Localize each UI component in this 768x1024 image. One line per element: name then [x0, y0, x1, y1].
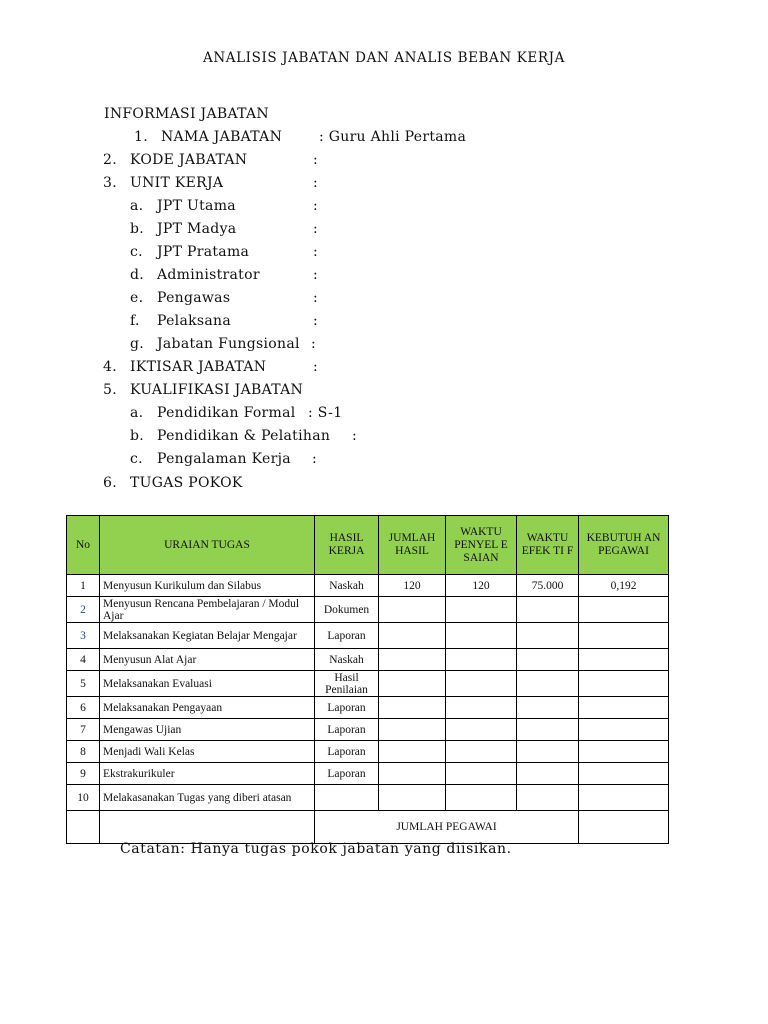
table-row — [67, 741, 669, 763]
row-number: 4 — [67, 649, 100, 671]
result-count — [379, 597, 446, 623]
result-count — [379, 785, 446, 811]
item-value: : — [312, 451, 318, 467]
document-title: ANALISIS JABATAN DAN ANALIS BEBAN KERJA — [203, 50, 565, 66]
item-value: : — [311, 336, 317, 352]
item-value: : — [313, 267, 319, 283]
table-row — [67, 697, 669, 719]
row-number: 8 — [67, 741, 100, 763]
work-result: Laporan — [315, 763, 379, 785]
staff-need — [579, 671, 669, 697]
staff-need — [579, 763, 669, 785]
task-description: Melakasanakan Tugas yang diberi atasan — [100, 785, 315, 811]
result-count — [379, 649, 446, 671]
info-subitem — [0, 267, 768, 287]
item-label: Pendidikan Formal — [157, 405, 296, 421]
result-count — [379, 623, 446, 649]
item-value: : — [313, 290, 319, 306]
item-value: : — [313, 152, 319, 168]
table-row — [67, 671, 669, 697]
effective-time — [517, 785, 579, 811]
staff-need: 0,192 — [579, 575, 669, 597]
result-count — [379, 671, 446, 697]
completion-time — [446, 697, 517, 719]
task-description: Menyusun Rencana Pembelajaran / Modul Ajar — [100, 597, 315, 623]
completion-time — [446, 785, 517, 811]
effective-time — [517, 623, 579, 649]
row-number: 6 — [67, 697, 100, 719]
item-label: JPT Utama — [157, 198, 236, 214]
staff-need — [579, 649, 669, 671]
item-letter: e. — [130, 290, 144, 306]
info-item — [0, 359, 768, 379]
header-uraian-tugas: URAIAN TUGAS — [100, 516, 315, 575]
task-description: Melaksanakan Kegiatan Belajar Mengajar — [100, 623, 315, 649]
item-label: JPT Pratama — [157, 244, 250, 260]
staff-need — [579, 623, 669, 649]
row-number: 5 — [67, 671, 100, 697]
table-total-row — [67, 811, 669, 844]
table-row — [67, 623, 669, 649]
work-result: Laporan — [315, 697, 379, 719]
table-row — [67, 763, 669, 785]
work-result: Hasil Penilaian — [315, 671, 379, 697]
item-value: : — [352, 428, 358, 444]
effective-time — [517, 763, 579, 785]
table-row — [67, 575, 669, 597]
result-count — [379, 697, 446, 719]
item-number: 1. — [134, 129, 148, 145]
item-number: 6. — [103, 475, 117, 491]
item-value: : — [313, 221, 319, 237]
table-row — [67, 719, 669, 741]
item-label: JPT Madya — [157, 221, 237, 237]
row-number: 2 — [67, 597, 100, 623]
item-letter: g. — [130, 336, 145, 352]
total-label: JUMLAH PEGAWAI — [315, 811, 579, 844]
info-subitem — [0, 290, 768, 310]
staff-need — [579, 597, 669, 623]
staff-need — [579, 785, 669, 811]
work-result: Laporan — [315, 623, 379, 649]
completion-time — [446, 597, 517, 623]
task-description: Menyusun Kurikulum dan Silabus — [100, 575, 315, 597]
info-item — [0, 129, 768, 149]
total-value — [579, 811, 669, 844]
completion-time — [446, 623, 517, 649]
empty-cell — [67, 811, 100, 844]
item-label: Pendidikan & Pelatihan — [157, 428, 331, 444]
work-result — [315, 785, 379, 811]
work-result: Laporan — [315, 719, 379, 741]
item-value: : S-1 — [308, 405, 343, 421]
completion-time — [446, 741, 517, 763]
info-item — [0, 152, 768, 172]
info-item — [0, 175, 768, 195]
result-count — [379, 741, 446, 763]
item-number: 5. — [103, 382, 117, 398]
header-waktu-efektif: WAKTU EFEK TI F — [517, 516, 579, 575]
header-no: No — [67, 516, 100, 575]
info-subitem — [0, 313, 768, 333]
item-letter: f. — [130, 313, 140, 329]
item-letter: a. — [130, 198, 144, 214]
item-letter: b. — [130, 221, 145, 237]
completion-time — [446, 719, 517, 741]
info-subitem — [0, 336, 768, 356]
result-count — [379, 719, 446, 741]
completion-time — [446, 763, 517, 785]
effective-time — [517, 649, 579, 671]
row-number: 3 — [67, 623, 100, 649]
work-result: Laporan — [315, 741, 379, 763]
item-letter: c. — [130, 244, 143, 260]
effective-time: 75.000 — [517, 575, 579, 597]
item-label: Administrator — [157, 267, 260, 283]
table-header-row — [67, 516, 669, 575]
item-value: : — [313, 244, 319, 260]
row-number: 7 — [67, 719, 100, 741]
task-description: Melaksanakan Evaluasi — [100, 671, 315, 697]
info-subitem — [0, 405, 768, 425]
item-letter: d. — [130, 267, 145, 283]
effective-time — [517, 719, 579, 741]
task-description: Melaksanakan Pengayaan — [100, 697, 315, 719]
info-subitem — [0, 244, 768, 264]
item-label: KODE JABATAN — [130, 152, 248, 168]
info-item — [0, 475, 768, 495]
row-number: 1 — [67, 575, 100, 597]
task-description: Ekstrakurikuler — [100, 763, 315, 785]
item-letter: b. — [130, 428, 145, 444]
item-label: KUALIFIKASI JABATAN — [130, 382, 304, 398]
table-row — [67, 785, 669, 811]
info-subitem — [0, 451, 768, 471]
section-heading: INFORMASI JABATAN — [104, 106, 269, 122]
work-result: Naskah — [315, 575, 379, 597]
item-label: NAMA JABATAN — [161, 129, 283, 145]
item-value: : — [313, 175, 319, 191]
effective-time — [517, 697, 579, 719]
effective-time — [517, 597, 579, 623]
item-label: Jabatan Fungsional — [157, 336, 300, 352]
item-number: 2. — [103, 152, 117, 168]
staff-need — [579, 741, 669, 763]
item-value: : — [313, 313, 319, 329]
empty-cell — [100, 811, 315, 844]
task-description: Mengawas Ujian — [100, 719, 315, 741]
item-label: Pengawas — [157, 290, 231, 306]
task-description: Menyusun Alat Ajar — [100, 649, 315, 671]
effective-time — [517, 671, 579, 697]
task-description: Menjadi Wali Kelas — [100, 741, 315, 763]
item-number: 4. — [103, 359, 117, 375]
header-jumlah-hasil: JUMLAH HASIL — [379, 516, 446, 575]
item-letter: a. — [130, 405, 144, 421]
header-waktu-penyelesaian: WAKTU PENYEL E SAIAN — [446, 516, 517, 575]
info-subitem — [0, 428, 768, 448]
completion-time — [446, 671, 517, 697]
item-label: UNIT KERJA — [130, 175, 224, 191]
footnote: Catatan: Hanya tugas pokok jabatan yang diisikan. — [120, 841, 512, 857]
item-number: 3. — [103, 175, 117, 191]
result-count: 120 — [379, 575, 446, 597]
work-result: Naskah — [315, 649, 379, 671]
item-value: : — [313, 359, 319, 375]
staff-need — [579, 697, 669, 719]
task-table — [66, 515, 669, 844]
item-label: Pengalaman Kerja — [157, 451, 291, 467]
item-letter: c. — [130, 451, 143, 467]
table-row — [67, 597, 669, 623]
info-subitem — [0, 221, 768, 241]
row-number: 10 — [67, 785, 100, 811]
item-value: : — [313, 198, 319, 214]
work-result: Dokumen — [315, 597, 379, 623]
completion-time — [446, 649, 517, 671]
completion-time: 120 — [446, 575, 517, 597]
table-row — [67, 649, 669, 671]
staff-need — [579, 719, 669, 741]
header-hasil-kerja: HASIL KERJA — [315, 516, 379, 575]
item-label: IKTISAR JABATAN — [130, 359, 267, 375]
item-label: TUGAS POKOK — [130, 475, 243, 491]
header-kebutuhan-pegawai: KEBUTUH AN PEGAWAI — [579, 516, 669, 575]
item-label: Pelaksana — [157, 313, 231, 329]
result-count — [379, 763, 446, 785]
row-number: 9 — [67, 763, 100, 785]
item-value: : Guru Ahli Pertama — [319, 129, 467, 145]
info-item — [0, 382, 768, 402]
effective-time — [517, 741, 579, 763]
info-subitem — [0, 198, 768, 218]
